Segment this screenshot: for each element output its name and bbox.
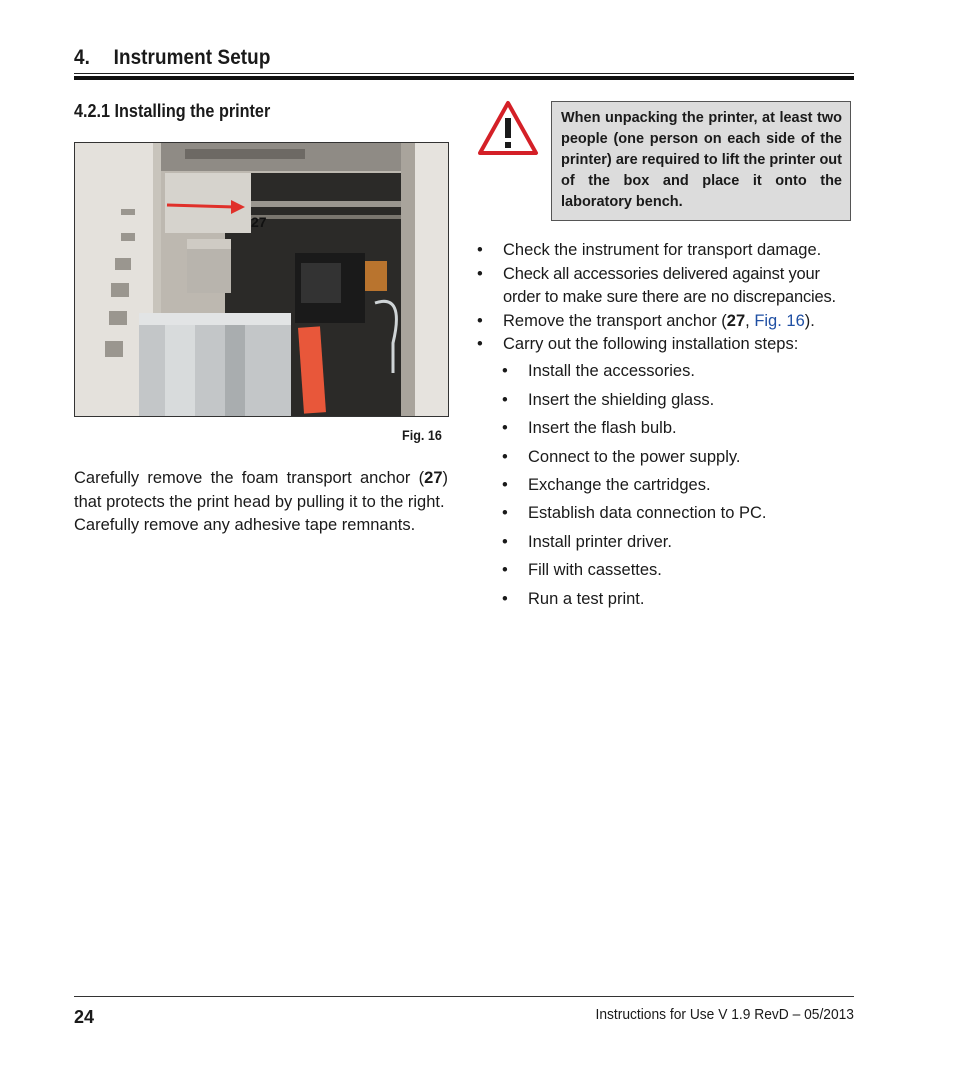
warning-box: When unpacking the printer, at least two people (one person on each side of the printer) are required to lift the printer out of the box and place it onto the laboratory bench.	[551, 101, 851, 221]
footer-rule	[74, 996, 854, 997]
figure-caption: Fig. 16	[402, 427, 442, 443]
chapter-title-text: Instrument Setup	[113, 46, 271, 69]
page-number: 24	[74, 1007, 95, 1027]
chapter-number: 4.	[74, 46, 90, 69]
header-rule-thick	[74, 76, 854, 80]
warning-triangle-icon	[477, 100, 539, 156]
bullet-list	[477, 239, 854, 357]
fig-16-link[interactable]: Fig. 16	[754, 311, 805, 330]
list-item: • Check the instrument for transport damage.	[477, 241, 822, 259]
list-item: • Carry out the following installation steps:	[477, 335, 799, 353]
chapter-title	[74, 46, 270, 70]
left-body-text	[74, 467, 448, 538]
paragraph-remove-tape: Carefully remove any adhesive tape remnants.	[74, 516, 416, 534]
paragraph-remove-anchor: Carefully remove the foam transport anchor (27) that protects the print head by pulling it to the right.	[74, 469, 448, 511]
printer-photo	[74, 142, 449, 417]
figure-callout: 27	[251, 214, 267, 230]
section-title: 4.2.1 Installing the printer	[74, 101, 271, 121]
header-rule-thin	[74, 73, 854, 74]
list-item: • Remove the transport anchor (27, Fig. 16).	[477, 311, 815, 330]
footer-document-info: Instructions for Use V 1.9 RevD – 05/2013	[595, 1006, 854, 1023]
list-item: • Check all accessories delivered against your order to make sure there are no discrepancies.	[477, 264, 836, 306]
